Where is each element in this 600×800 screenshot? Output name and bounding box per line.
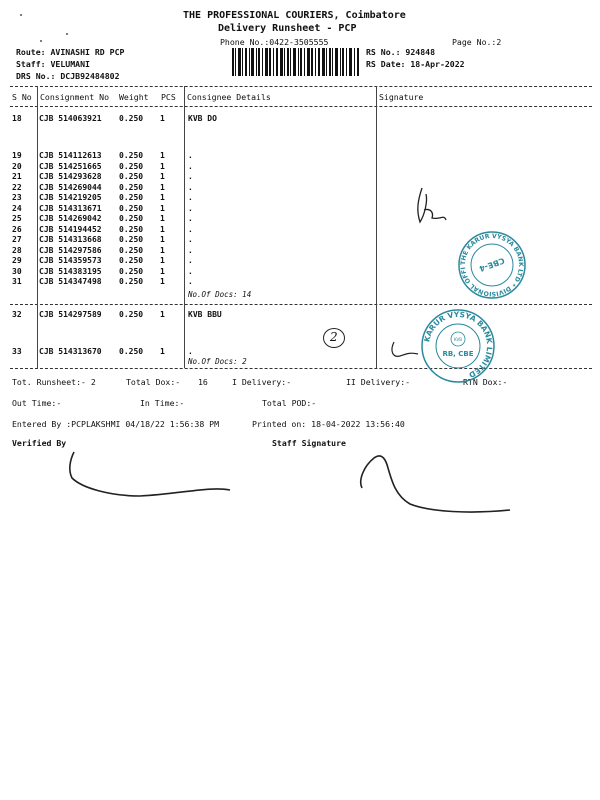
cell-consignment: CJB 514293628: [39, 172, 102, 181]
cell-sno: 31: [12, 277, 22, 286]
cell-consignment: CJB 514269044: [39, 182, 102, 192]
cell-weight: 0.250: [119, 256, 144, 265]
cell-pcs: 1: [160, 347, 165, 356]
cell-sno: 24: [12, 203, 22, 213]
cell-consignment: CJB 514269042: [39, 214, 102, 223]
cell-consignment: CJB 514313670: [39, 347, 102, 356]
cell-consignee: .: [188, 151, 193, 160]
stamp1-ring-text: THE KARUR VYSYA BANK LTD * DIVISIONAL OFFI: [459, 232, 525, 298]
ii-delivery: II Delivery:-: [346, 377, 411, 387]
cell-weight: 0.250: [119, 151, 144, 160]
table-bottom-rule: [10, 368, 592, 369]
cell-pcs: 1: [160, 277, 165, 286]
staff: Staff: VELUMANI: [16, 59, 90, 69]
cell-pcs: 1: [160, 266, 165, 276]
staff-signature-label: Staff Signature: [272, 438, 346, 448]
cell-weight: 0.250: [119, 266, 144, 276]
verified-by: Verified By: [12, 438, 67, 448]
cell-weight: 0.250: [119, 214, 144, 223]
speck: [40, 40, 42, 42]
cell-weight: 0.250: [119, 310, 144, 319]
cell-weight: 0.250: [119, 193, 144, 202]
stamp2-logo: KVB: [453, 337, 463, 342]
cell-weight: 0.250: [119, 203, 144, 213]
route: Route: AVINASHI RD PCP: [16, 47, 125, 57]
total-dox-label: Total Dox:-: [126, 377, 181, 387]
table-top-rule: [10, 86, 592, 87]
signature-scribble: [388, 336, 428, 364]
cell-consignee: KVB DO: [188, 114, 217, 123]
col-header-pcs: PCS: [161, 92, 176, 102]
cell-sno: 20: [12, 161, 22, 171]
col-divider: [37, 86, 38, 368]
cell-consignee: .: [188, 214, 193, 223]
cell-weight: 0.250: [119, 114, 144, 123]
cell-consignment: CJB 514383195: [39, 266, 102, 276]
cell-sno: 26: [12, 224, 22, 234]
staff-signature: [350, 438, 530, 528]
total-dox-value: 16: [198, 377, 208, 387]
document-title: Delivery Runsheet - PCP: [218, 23, 357, 34]
cell-sno: 32: [12, 310, 22, 319]
cell-pcs: 1: [160, 214, 165, 223]
cell-sno: 29: [12, 256, 22, 265]
cell-sno: 22: [12, 182, 22, 192]
stamp1-center-text: CBE-4: [477, 255, 506, 274]
cell-pcs: 1: [160, 203, 165, 213]
cell-consignment: CJB 514313668: [39, 235, 102, 244]
cell-consignee: .: [188, 245, 193, 255]
i-delivery: I Delivery:-: [232, 377, 292, 387]
group-divider-rule: [10, 304, 592, 305]
cell-sno: 28: [12, 245, 22, 255]
col-header-consignee: Consignee Details: [187, 92, 271, 102]
handwritten-mark-text: 2: [330, 330, 338, 344]
cell-consignee: .: [188, 224, 193, 234]
speck: [20, 14, 22, 16]
cell-sno: 23: [12, 193, 22, 202]
rs-date: RS Date: 18-Apr-2022: [366, 59, 465, 69]
cell-consignment: CJB 514112613: [39, 151, 102, 160]
col-header-weight: Weight: [119, 92, 149, 102]
cell-consignment: CJB 514359573: [39, 256, 102, 265]
cell-pcs: 1: [160, 151, 165, 160]
stamp2-center-text: RB, CBE: [442, 350, 474, 358]
cell-consignment: CJB 514297586: [39, 245, 102, 255]
cell-pcs: 1: [160, 161, 165, 171]
handwritten-circle-mark: [323, 328, 345, 348]
cell-weight: 0.250: [119, 235, 144, 244]
cell-consignment: CJB 514297589: [39, 310, 102, 319]
verifier-signature: [60, 448, 260, 518]
col-divider: [376, 86, 377, 368]
out-time: Out Time:-: [12, 398, 62, 408]
cell-sno: 18: [12, 114, 22, 123]
cell-consignment: CJB 514194452: [39, 224, 102, 234]
cell-consignee: .: [188, 182, 193, 192]
col-header-signature: Signature: [379, 92, 424, 102]
docs-count-group2: No.Of Docs: 2: [188, 357, 247, 366]
cell-weight: 0.250: [119, 277, 144, 286]
docs-count-group1: No.Of Docs: 14: [188, 290, 252, 299]
cell-consignee: .: [188, 203, 193, 213]
cell-weight: 0.250: [119, 161, 144, 171]
cell-pcs: 1: [160, 310, 165, 319]
rtn-dox: RTN Dox:-: [463, 377, 508, 387]
col-divider: [184, 86, 185, 368]
cell-pcs: 1: [160, 256, 165, 265]
cell-consignee: .: [188, 256, 193, 265]
company-name: THE PROFESSIONAL COURIERS, Coimbatore: [183, 10, 406, 21]
total-runsheet: Tot. Runsheet:- 2: [12, 377, 96, 387]
cell-pcs: 1: [160, 193, 165, 202]
signature-scribble: [410, 180, 460, 240]
barcode: [232, 48, 360, 76]
drs-number: DRS No.: DCJB92484802: [16, 71, 120, 81]
phone-number: Phone No.:0422-3505555: [220, 37, 329, 47]
cell-consignee: .: [188, 347, 193, 356]
cell-weight: 0.250: [119, 182, 144, 192]
entered-by: Entered By :PCPLAKSHMI 04/18/22 1:56:38 PM: [12, 419, 220, 429]
cell-consignee: .: [188, 277, 193, 286]
cell-consignee: .: [188, 235, 193, 244]
col-header-sno: S No: [12, 92, 32, 102]
cell-pcs: 1: [160, 224, 165, 234]
bank-stamp-rb-cbe: [420, 308, 496, 384]
cell-consignee: KVB BBU: [188, 310, 222, 319]
cell-pcs: 1: [160, 114, 165, 123]
cell-consignee: .: [188, 193, 193, 202]
cell-sno: 21: [12, 172, 22, 181]
cell-consignment: CJB 514313671: [39, 203, 102, 213]
cell-pcs: 1: [160, 235, 165, 244]
bank-stamp-divisional-office: [457, 230, 527, 300]
cell-sno: 30: [12, 266, 22, 276]
total-pod: Total POD:-: [262, 398, 317, 408]
cell-consignment: CJB 514219205: [39, 193, 102, 202]
in-time: In Time:-: [140, 398, 185, 408]
cell-consignee: .: [188, 172, 193, 181]
page-number: Page No.:2: [452, 37, 502, 47]
cell-consignment: CJB 514347498: [39, 277, 102, 286]
col-header-consignment: Consignment No: [40, 92, 110, 102]
cell-consignee: .: [188, 266, 193, 276]
cell-consignment: CJB 514251665: [39, 161, 102, 171]
cell-pcs: 1: [160, 172, 165, 181]
printed-on: Printed on: 18-04-2022 13:56:40: [252, 419, 405, 429]
cell-weight: 0.250: [119, 347, 144, 356]
speck: [66, 33, 68, 35]
cell-weight: 0.250: [119, 224, 144, 234]
cell-sno: 27: [12, 235, 22, 244]
cell-sno: 25: [12, 214, 22, 223]
cell-pcs: 1: [160, 245, 165, 255]
cell-sno: 33: [12, 347, 22, 356]
cell-consignee: .: [188, 161, 193, 171]
cell-weight: 0.250: [119, 245, 144, 255]
header-bottom-rule: [10, 106, 592, 107]
cell-sno: 19: [12, 151, 22, 160]
stamp2-ring-text: KARUR VYSYA BANK LIMITED: [422, 309, 495, 380]
rs-number: RS No.: 924848: [366, 47, 436, 57]
cell-pcs: 1: [160, 182, 165, 192]
cell-weight: 0.250: [119, 172, 144, 181]
cell-consignment: CJB 514063921: [39, 114, 102, 123]
